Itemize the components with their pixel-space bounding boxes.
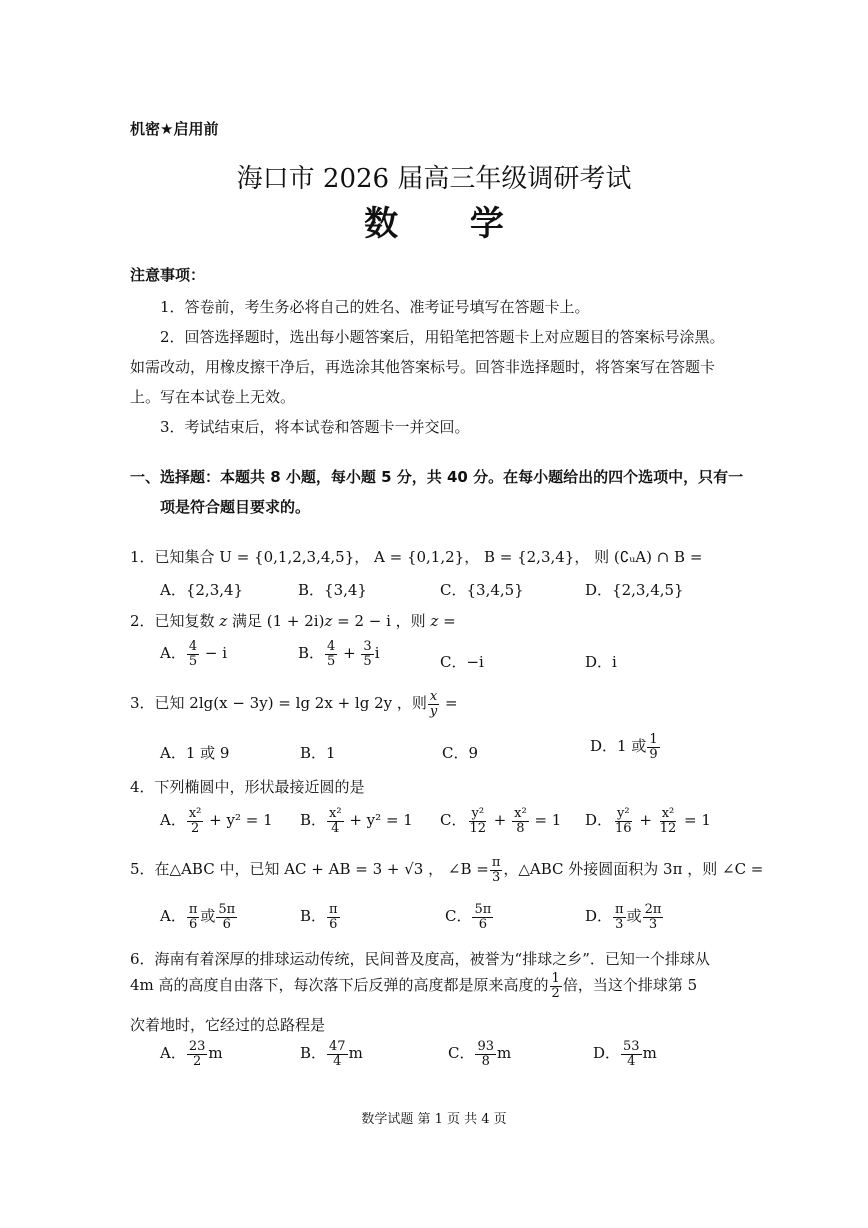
exam-title: 海口市 2026 届高三年级调研考试 — [236, 164, 632, 194]
section-heading-line-2: 项是符合题目要求的。 — [160, 498, 311, 516]
question-5-option-b: B． $\frac{\pi}{6}$ — [300, 902, 338, 932]
notice-item-1: 1．答卷前，考生务必将自己的姓名、准考证号填写在答题卡上。 — [160, 298, 590, 316]
question-6-line-1: 6．海南有着深厚的排球运动传统，民间普及度高，被誉为“排球之乡”．已知一个排球从 — [130, 950, 710, 968]
question-2-option-a: A． $\frac{4}{5}$ − i — [160, 639, 228, 669]
question-1-option-d: D．{2,3,4,5} — [585, 581, 684, 599]
question-1-stem: 1．已知集合 U = {0,1,2,3,4,5}， A = {0,1,2}， B = {2,3,4}， 则 (∁ᵤA) ∩ B = — [130, 548, 703, 566]
notice-item-2-line-1: 2．回答选择题时，选出每小题答案后，用铅笔把答题卡上对应题目的答案标号涂黑。 — [160, 328, 725, 346]
question-3-option-a: A．1 或 9 — [160, 744, 230, 762]
question-5-option-a: A． $\frac{\pi}{6}$ 或 $\frac{5\pi}{6}$ — [160, 902, 236, 932]
subject-title: 数 学 — [364, 204, 534, 244]
question-5-option-d: D． $\frac{\pi}{3}$ 或 $\frac{2\pi}{3}$ — [585, 902, 662, 932]
question-2-option-c: C．−i — [440, 653, 484, 671]
question-5-stem: 5．在△ABC 中，已知 AC + AB = 3 + √3 ， ∠B = $\frac{\pi}{3}$ ，△ABC 外接圆面积为 3π ，则 ∠C = — [130, 855, 764, 885]
question-4-option-b: B． $\frac{\text{x²}}{4}$ + y² = 1 — [300, 806, 413, 836]
notice-item-2-line-2: 如需改动，用橡皮擦干净后，再选涂其他答案标号。回答非选择题时，将答案写在答题卡 — [130, 358, 716, 376]
question-6-line-2: 4m 高的高度自由落下，每次落下后反弹的高度都是原来高度的 $\frac{1}{2}$ 倍，当这个排球第 5 — [130, 971, 698, 1001]
question-3-option-c: C．9 — [442, 744, 479, 762]
question-2-option-b: B． $\frac{4}{5}$ + $\frac{3}{5}$ i — [298, 639, 380, 669]
notice-item-3: 3．考试结束后，将本试卷和答题卡一并交回。 — [160, 418, 470, 436]
question-4-stem: 4．下列椭圆中，形状最接近圆的是 — [130, 778, 365, 796]
question-3-option-b: B．1 — [300, 744, 336, 762]
question-6-option-c: C． $\frac{93}{8}$ m — [448, 1039, 512, 1069]
question-2-stem: 2．已知复数 z 满足 (1 + 2i)z = 2 − i ，则 z = — [130, 612, 456, 630]
page-footer: 数学试题 第 1 页 共 4 页 — [361, 1112, 507, 1127]
question-3-option-d: D．1 或 $\frac{1}{9}$ — [590, 732, 658, 762]
notice-item-2-line-3: 上。写在本试卷上无效。 — [130, 388, 296, 406]
question-1-option-b: B．{3,4} — [298, 581, 367, 599]
question-4-option-c: C． $\frac{\text{y²}}{12}$ + $\frac{\text{x²}}{8}$ = 1 — [440, 806, 562, 836]
question-1-option-c: C．{3,4,5} — [440, 581, 524, 599]
question-6-option-b: B． $\frac{47}{4}$ m — [300, 1039, 363, 1069]
question-4-option-a: A． $\frac{\text{x²}}{2}$ + y² = 1 — [160, 806, 273, 836]
question-6-option-d: D． $\frac{53}{4}$ m — [593, 1039, 657, 1069]
section-heading-line-1: 一、选择题：本题共 8 小题，每小题 5 分，共 40 分。在每小题给出的四个选项中，只有一 — [130, 468, 744, 486]
confidential-label: 机密★启用前 — [130, 120, 219, 138]
question-4-option-d: D． $\frac{\text{y²}}{16}$ + $\frac{\text{x²}}{12}$ = 1 — [585, 806, 711, 836]
question-2-option-d: D．i — [585, 653, 617, 671]
notice-heading: 注意事项： — [130, 266, 206, 284]
question-3-stem: 3．已知 2lg(x − 3y) = lg 2x + lg 2y ，则 $\frac{x}{y}$ = — [130, 689, 458, 719]
question-6-option-a: A． $\frac{23}{2}$ m — [160, 1039, 223, 1069]
question-6-line-3: 次着地时，它经过的总路程是 — [130, 1016, 326, 1034]
question-5-option-c: C． $\frac{5\pi}{6}$ — [445, 902, 492, 932]
question-1-option-a: A．{2,3,4} — [160, 581, 244, 599]
